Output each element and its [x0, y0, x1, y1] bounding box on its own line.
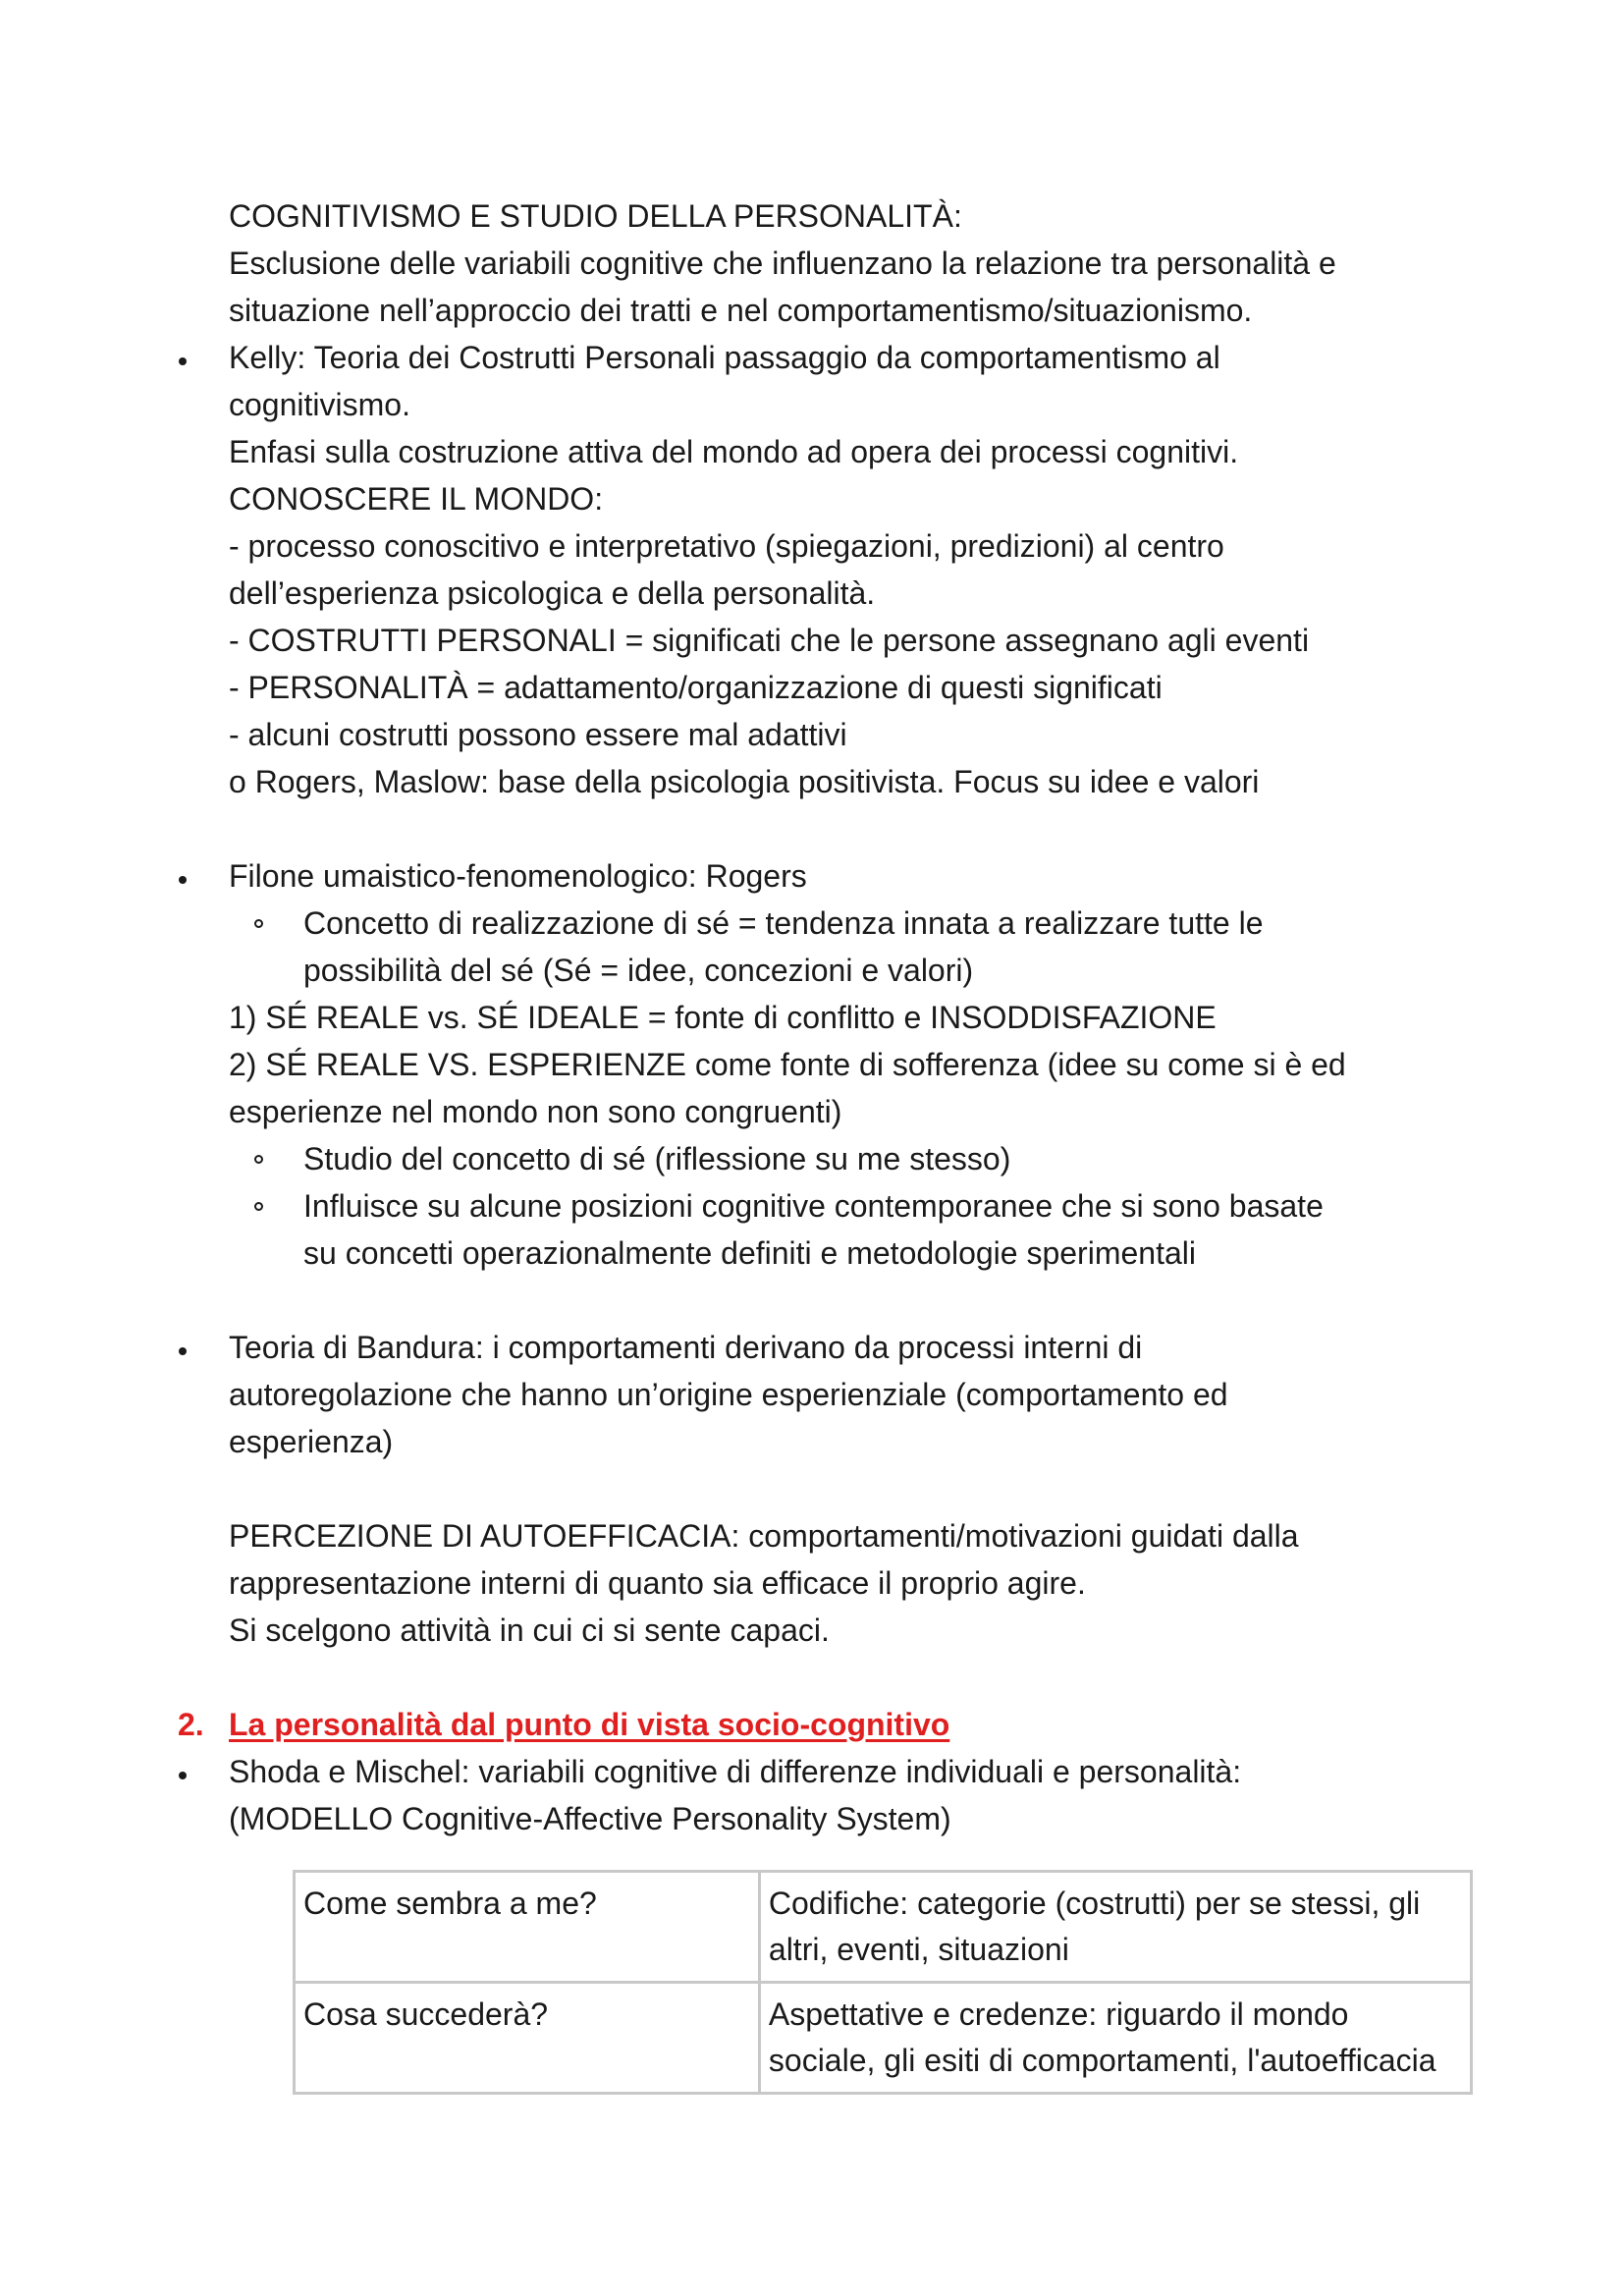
autoefficacia-line-2: rappresentazione interni di quanto sia efficace il proprio agire. [229, 1565, 1086, 1601]
rogers-sub3-line-1: Influisce su alcune posizioni cognitive contemporanee che si sono basate [303, 1188, 1324, 1224]
shoda-line-2: (MODELLO Cognitive-Affective Personality System) [229, 1801, 951, 1836]
circle-bullet-icon [254, 919, 263, 928]
rogers-numbered-2: 2) SÉ REALE VS. ESPERIENZE come fonte di sofferenza (idee su come si è ed [229, 1047, 1346, 1082]
kelly-line-4: CONOSCERE IL MONDO: [229, 481, 604, 517]
kelly-line-8: - PERSONALITÀ = adattamento/organizzazione di questi significati [229, 670, 1163, 705]
bullet-icon [179, 1347, 187, 1355]
rogers-numbered-3: esperienze nel mondo non sono congruenti) [229, 1094, 842, 1129]
kelly-line-7: - COSTRUTTI PERSONALI = significati che le persone assegnano agli eventi [229, 623, 1310, 658]
section-number: 2. [178, 1707, 204, 1742]
intro-line-2: situazione nell’approccio dei tratti e nel comportamentismo/situazionismo. [229, 293, 1253, 328]
kelly-line-3: Enfasi sulla costruzione attiva del mondo ad opera dei processi cognitivi. [229, 434, 1239, 469]
circle-bullet-icon [254, 1202, 263, 1211]
table-row [295, 1983, 1472, 2094]
kelly-line-1: Kelly: Teoria dei Costrutti Personali passaggio da comportamentismo al [229, 340, 1220, 375]
table-row [295, 1872, 1472, 1983]
section-title: COGNITIVISMO E STUDIO DELLA PERSONALITÀ: [229, 198, 962, 234]
bandura-line-1: Teoria di Bandura: i comportamenti derivano da processi interni di [229, 1330, 1143, 1365]
kelly-line-2: cognitivismo. [229, 387, 410, 422]
caps-table [293, 1870, 1473, 2095]
kelly-line-5: - processo conoscitivo e interpretativo (spiegazioni, predizioni) al centro [229, 528, 1224, 564]
bullet-icon [179, 1772, 187, 1779]
kelly-line-6: dell’esperienza psicologica e della personalità. [229, 575, 876, 611]
autoefficacia-line-1: PERCEZIONE DI AUTOEFFICACIA: comportamenti/motivazioni guidati dalla [229, 1518, 1299, 1554]
table-cell-answer: Aspettative e credenze: riguardo il mondo sociale, gli esiti di comportamenti, l'autoefficacia [759, 1983, 1471, 2094]
bullet-icon [179, 357, 187, 365]
autoefficacia-line-3: Si scelgono attività in cui ci si sente capaci. [229, 1613, 830, 1648]
rogers-numbered-1: 1) SÉ REALE vs. SÉ IDEALE = fonte di conflitto e INSODDISFAZIONE [229, 1000, 1217, 1035]
section-heading: La personalità dal punto di vista socio-cognitivo [229, 1707, 950, 1742]
kelly-line-10: o Rogers, Maslow: base della psicologia positivista. Focus su idee e valori [229, 764, 1260, 799]
rogers-sub1-line-2: possibilità del sé (Sé = idee, concezioni e valori) [303, 953, 974, 988]
bullet-icon [179, 876, 187, 884]
bandura-line-2: autoregolazione che hanno un’origine esperienziale (comportamento ed [229, 1377, 1228, 1412]
rogers-title: Filone umaistico-fenomenologico: Rogers [229, 858, 807, 894]
table-cell-question: Come sembra a me? [295, 1872, 760, 1983]
rogers-sub2: Studio del concetto di sé (riflessione su me stesso) [303, 1141, 1011, 1176]
bandura-line-3: esperienza) [229, 1424, 394, 1459]
rogers-sub3-line-2: su concetti operazionalmente definiti e metodologie sperimentali [303, 1235, 1196, 1271]
table-cell-question: Cosa succederà? [295, 1983, 760, 2094]
shoda-line-1: Shoda e Mischel: variabili cognitive di differenze individuali e personalità: [229, 1754, 1242, 1789]
table-cell-answer: Codifiche: categorie (costrutti) per se stessi, gli altri, eventi, situazioni [759, 1872, 1471, 1983]
kelly-line-9: - alcuni costrutti possono essere mal adattivi [229, 717, 847, 752]
intro-line-1: Esclusione delle variabili cognitive che influenzano la relazione tra personalità e [229, 246, 1336, 281]
rogers-sub1-line-1: Concetto di realizzazione di sé = tendenza innata a realizzare tutte le [303, 905, 1264, 941]
circle-bullet-icon [254, 1155, 263, 1164]
